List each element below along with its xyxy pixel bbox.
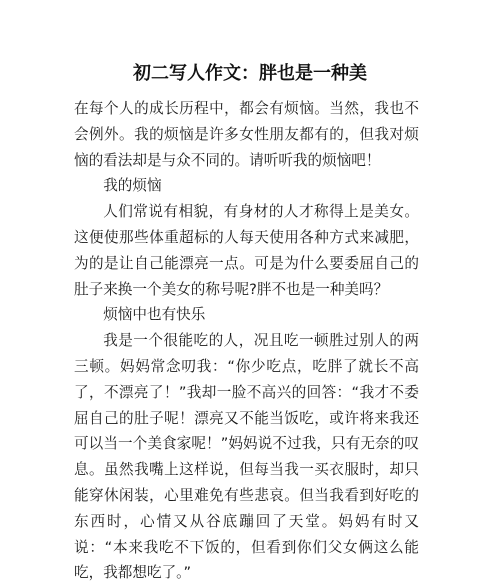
article-title: 初二写人作文：胖也是一种美 [133,63,367,84]
article-body [74,96,419,586]
paragraph-beauty-standard: 人们常说有相貌，有身材的人才称得上是美女。这便使那些体重超标的人每天使用各种方式来减肥，为的是让自己能漂亮一点。可是为什么要委屈自己的肚子来换一个美女的称号呢?胖不也是一种美吗？ [74,203,419,298]
section-heading-my-worry: 我的烦恼 [103,177,162,195]
section-heading-joy-in-worry: 烦恼中也有快乐 [103,306,206,324]
intro-paragraph: 在每个人的成长历程中，都会有烦恼。当然，我也不会例外。我的烦恼是许多女性朋友都有的，但我对烦恼的看法却是与众不同的。请听听我的烦恼吧！ [74,100,419,169]
paragraph-eating-story: 我是一个很能吃的人，况且吃一顿胜过别人的两三顿。妈妈常念叨我：“你少吃点，吃胖了就长不高了，不漂亮了！”我却一脸不高兴的回答：“我才不委屈自己的肚子呢！漂亮又不能当饭吃，或许将来我还可以当一个美食家呢！”妈妈说不过我，只有无奈的叹息。虽然我嘴上这样说，但每当我一买衣服时，却只能穿休闲装，心里难免有些悲哀。但当我看到好吃的东西时，心情又从谷底蹦回了天堂。妈妈有时又说：“本来我吃不下饭的，但看到你们父女俩这么能吃，我都想吃了。” [74,332,419,582]
